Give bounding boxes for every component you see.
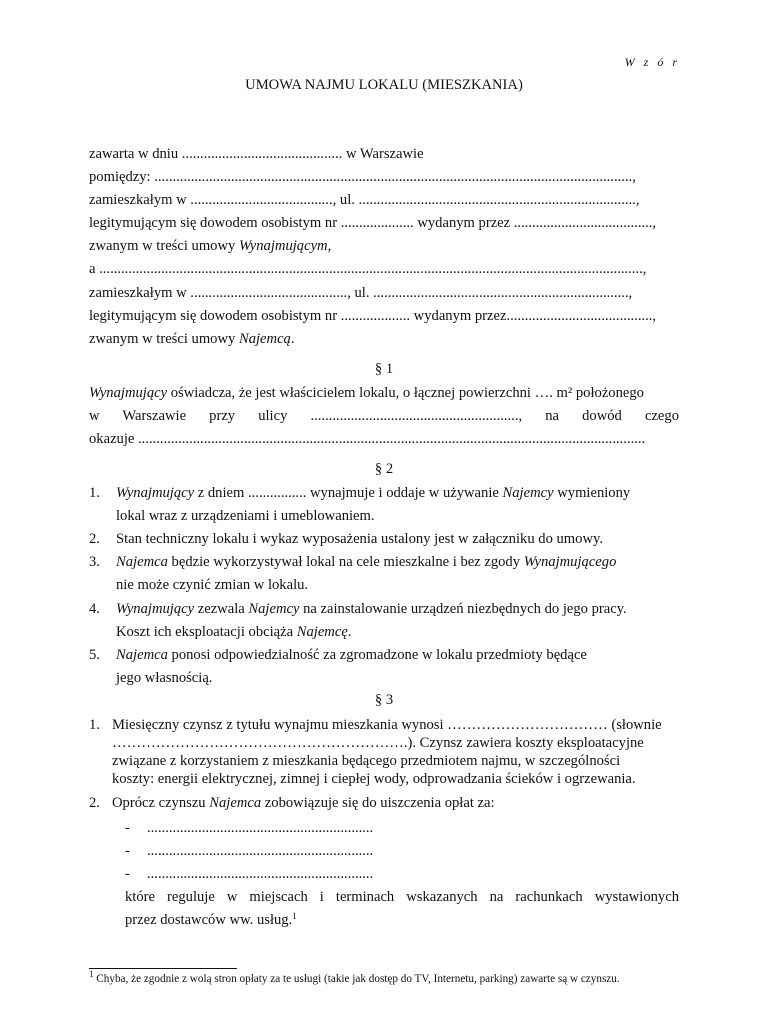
item-line: Wynajmujący z dniem ................ wynajmuje i oddaje w używanie Najemcy wymieniony — [116, 485, 631, 501]
parties-line-landlord-called: zwanym w treści umowy Wynajmującym, — [89, 238, 332, 254]
item-number: 4. — [89, 601, 100, 617]
party-role-term: Najemcą — [238, 331, 291, 347]
template-label: W z ó r — [624, 55, 680, 69]
section1-line: okazuje ........................................................................................................................................... — [89, 431, 646, 447]
item-line: Koszt ich eksploatacji obciąża Najemcę. — [116, 624, 352, 640]
parties-line-landlord-address: zamieszkałym w ......................................., ul. ............................................................................, — [89, 192, 640, 208]
parties-line-date: zawarta w dniu ............................................ w Warszawie — [89, 146, 424, 162]
party-role-term: Wynajmujący — [89, 385, 168, 401]
item-line: Miesięczny czynsz z tytułu wynajmu mieszkania wynosi …………………………… (słownie — [112, 717, 662, 733]
parties-line-landlord-id: legitymującym się dowodem osobistym nr .................... wydanym przez ......................................, — [89, 215, 657, 231]
item-number: 3. — [89, 554, 100, 570]
document-title: UMOWA NAJMU LOKALU (MIESZKANIA) — [245, 77, 523, 93]
item-line: Najemca ponosi odpowiedzialność za zgromadzone w lokalu przedmioty będące — [116, 647, 587, 663]
party-role-term: Najemca — [116, 647, 168, 663]
footnote-separator — [89, 968, 237, 969]
item-line: koszty: energii elektrycznej, zimnej i ciepłej wody, odprowadzania ścieków i ogrzewania. — [112, 771, 636, 787]
fee-blank: .............................................................. — [147, 866, 374, 882]
party-role-term: Wynajmującym — [238, 238, 328, 254]
fee-closing-line — [125, 913, 297, 928]
section3-heading: § 3 — [374, 692, 394, 708]
parties-line-and: a ....................................................................................................................................................., — [89, 261, 647, 277]
footnote-reference[interactable]: 1 — [292, 911, 297, 921]
fee-closing-line: które reguluje w miejscach i terminach wskazanych na rachunkach wystawionych — [125, 889, 679, 905]
fee-closing-text: przez dostawców ww. usług. — [125, 912, 293, 928]
fee-blank: .............................................................. — [147, 820, 374, 836]
item-line: Wynajmujący zezwala Najemcy na zainstalowanie urządzeń niezbędnych do jego pracy. — [116, 601, 627, 617]
item-number: 5. — [89, 647, 100, 663]
item-intro: Oprócz czynszu Najemca zobowiązuje się do uiszczenia opłat za: — [112, 795, 495, 811]
item-line: jego własnością. — [116, 670, 213, 686]
footnote-text: Chyba, że zgodnie z wolą stron opłaty za te usługi (takie jak dostęp do TV, Internetu, parking) zawarte są w czynszu. — [93, 973, 620, 985]
party-role-term: Wynajmującego — [523, 554, 617, 570]
item-line: Najemca będzie wykorzystywał lokal na cele mieszkalne i bez zgody Wynajmującego — [116, 554, 617, 570]
list-dash: - — [125, 866, 130, 882]
item-line: związane z korzystaniem z mieszkania będącego przedmiotem najmu, w szczególności — [112, 753, 621, 769]
footnote-marker: 1 — [89, 969, 94, 979]
section2-heading: § 2 — [374, 461, 394, 477]
item-number: 2. — [89, 531, 100, 547]
item-line: lokal wraz z urządzeniami i umeblowaniem. — [116, 508, 375, 524]
list-dash: - — [125, 820, 130, 836]
item-line: nie może czynić zmian w lokalu. — [116, 577, 309, 593]
item-line: …………………………………………………….). Czynsz zawiera koszty eksploatacyjne — [112, 735, 644, 751]
party-role-term: Wynajmujący — [116, 601, 195, 617]
list-dash: - — [125, 843, 130, 859]
section1-line: Wynajmujący oświadcza, że jest właścicielem lokalu, o łącznej powierzchni …. m² położonego — [89, 385, 644, 401]
section1-heading: § 1 — [374, 361, 394, 377]
party-role-term: Wynajmujący — [116, 485, 195, 501]
item-number: 1. — [89, 717, 100, 733]
party-role-term: Najemcę — [296, 624, 348, 640]
parties-line-tenant-address: zamieszkałym w ..........................................., ul. ......................................................................, — [89, 285, 633, 301]
parties-line-tenant-id: legitymującym się dowodem osobistym nr ................... wydanym przez........................................, — [89, 308, 657, 324]
item-number: 2. — [89, 795, 100, 811]
party-role-term: Najemcy — [248, 601, 300, 617]
party-role-term: Najemca — [116, 554, 168, 570]
item-line: Stan techniczny lokalu i wykaz wyposażenia ustalony jest w załączniku do umowy. — [116, 531, 603, 547]
parties-line-between: pomiędzy: ..................................................................................................................................., — [89, 169, 636, 185]
parties-line-tenant-called: zwanym w treści umowy Najemcą. — [89, 331, 295, 347]
party-role-term: Najemcy — [502, 485, 554, 501]
footnote — [89, 969, 620, 985]
item-number: 1. — [89, 485, 100, 501]
fee-blank: .............................................................. — [147, 843, 374, 859]
section1-line: w Warszawie przy ulicy ........................................................., na dowód czego — [89, 408, 679, 424]
party-role-term: Najemca — [209, 795, 262, 811]
